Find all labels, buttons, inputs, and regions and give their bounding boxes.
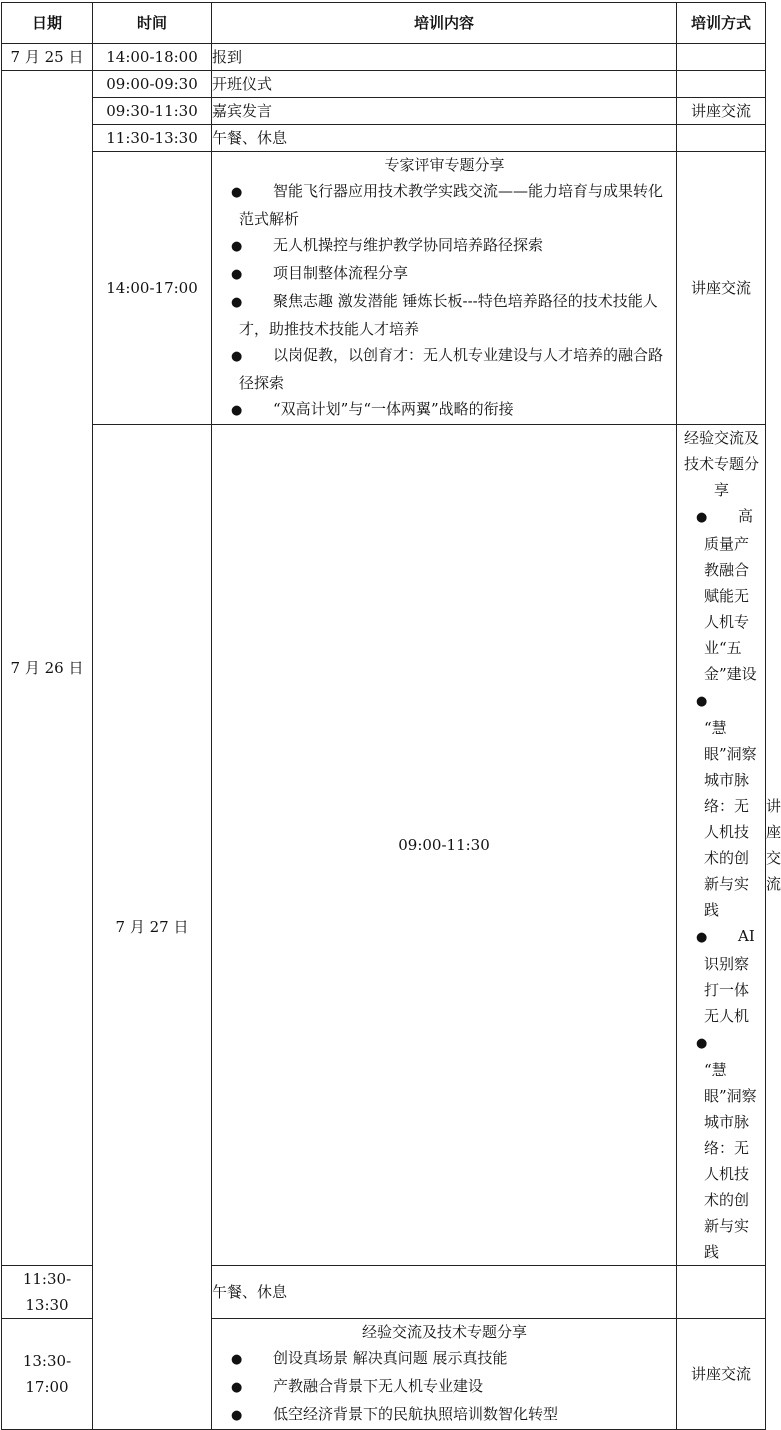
content-cell: 午餐、休息 [212, 125, 677, 152]
list-item: ● “双高计划”与“一体两翼”战略的衔接 [239, 396, 670, 424]
time-cell: 14:00-17:00 [93, 152, 212, 425]
list-item: ● 项目制整体流程分享 [239, 260, 670, 288]
header-time: 时间 [93, 3, 212, 44]
list-item: ● 无人机操控与维护教学协同培养路径探索 [239, 232, 670, 260]
content-cell [212, 1319, 677, 1430]
bullet-icon: ● [696, 510, 708, 525]
table-row [2, 44, 766, 71]
header-row [2, 3, 766, 44]
bullet-icon: ● [696, 930, 708, 945]
list-item: ● 以岗促教，以创育才：无人机专业建设与人才培养的融合路径探索 [231, 346, 664, 392]
mode-cell [677, 44, 766, 71]
section-title: 专家评审专题分享 [384, 156, 505, 174]
content-cell: 开班仪式 [212, 71, 677, 98]
time-cell: 13:30-17:00 [2, 1319, 93, 1430]
training-schedule-table [1, 2, 781, 1430]
time-cell: 09:00-09:30 [93, 71, 212, 98]
list-item: ●“慧眼”洞察城市脉络：无人机技术的创新与实践 [704, 687, 759, 923]
bullet-icon: ● [231, 1380, 243, 1395]
mode-cell [677, 1266, 766, 1319]
list-item: ● 低空经济背景下的民航执照培训数智化转型 [239, 1401, 670, 1429]
list-item: ● 创设真场景 解决真问题 展示真技能 [239, 1345, 670, 1373]
bullet-icon: ● [231, 267, 243, 282]
list-item: ● AI 识别察打一体无人机 [696, 927, 755, 1025]
bullet-icon: ● [231, 349, 243, 364]
mode-cell: 讲座交流 [677, 1319, 766, 1430]
date-cell: 7 月 25 日 [2, 44, 93, 71]
content-cell [677, 425, 766, 1266]
table-row [2, 152, 766, 425]
date-cell: 7 月 27 日 [93, 425, 212, 1430]
list-item: ● 聚焦志趣 激发潜能 锤炼长板---特色培养路径的技术技能人才，助推技术技能人才培养 [231, 292, 658, 338]
content-cell: 报到 [212, 44, 677, 71]
mode-cell [677, 71, 766, 98]
bullet-icon: ● [231, 239, 243, 254]
bullet-icon: ● [231, 403, 243, 418]
list-item: ●“慧眼”洞察城市脉络：无人机技术的创新与实践 [704, 1029, 759, 1265]
table-row: 7 月 27 日 09:00-11:30 经验交流及技术专题分享 ● 高质量产教融合赋能无人机专业“五金”建设 ●“慧眼”洞察城市脉络：无人机技术的创新与实践 ● AI 识别察打一体无人机 ●“慧眼”洞察城市脉络：无人机技术的创新与实践 讲座交流 [2, 425, 766, 1266]
section-title: 经验交流及技术专题分享 [361, 1323, 527, 1341]
bullet-icon: ● [696, 1036, 708, 1051]
time-cell: 14:00-18:00 [93, 44, 212, 71]
header-date: 日期 [2, 3, 93, 44]
content-cell: 嘉宾发言 [212, 98, 677, 125]
bullet-icon: ● [231, 185, 243, 200]
time-cell: 09:00-11:30 [212, 425, 677, 1266]
table-row [2, 125, 766, 152]
mode-cell: 讲座交流 [677, 152, 766, 425]
header-content: 培训内容 [212, 3, 677, 44]
time-cell: 11:30-13:30 [2, 1266, 93, 1319]
list-item: ● 产教融合背景下无人机专业建设 [239, 1373, 670, 1401]
table-row [2, 71, 766, 98]
time-cell: 09:30-11:30 [93, 98, 212, 125]
bullet-icon: ● [231, 1352, 243, 1367]
list-item: ● 智能飞行器应用技术教学实践交流——能力培育与成果转化范式解析 [231, 182, 664, 228]
time-cell: 11:30-13:30 [93, 125, 212, 152]
content-cell [212, 152, 677, 425]
bullet-icon: ● [696, 694, 708, 709]
table-row [2, 98, 766, 125]
content-cell: 午餐、休息 [212, 1266, 677, 1319]
list-item: ● 高质量产教融合赋能无人机专业“五金”建设 [696, 507, 757, 683]
bullet-icon: ● [231, 295, 243, 310]
section-title: 经验交流及技术专题分享 [684, 429, 760, 499]
mode-cell [677, 125, 766, 152]
mode-cell: 讲座交流 [677, 98, 766, 125]
bullet-icon: ● [231, 1408, 243, 1423]
date-cell: 7 月 26 日 [2, 71, 93, 1266]
header-mode: 培训方式 [677, 3, 766, 44]
